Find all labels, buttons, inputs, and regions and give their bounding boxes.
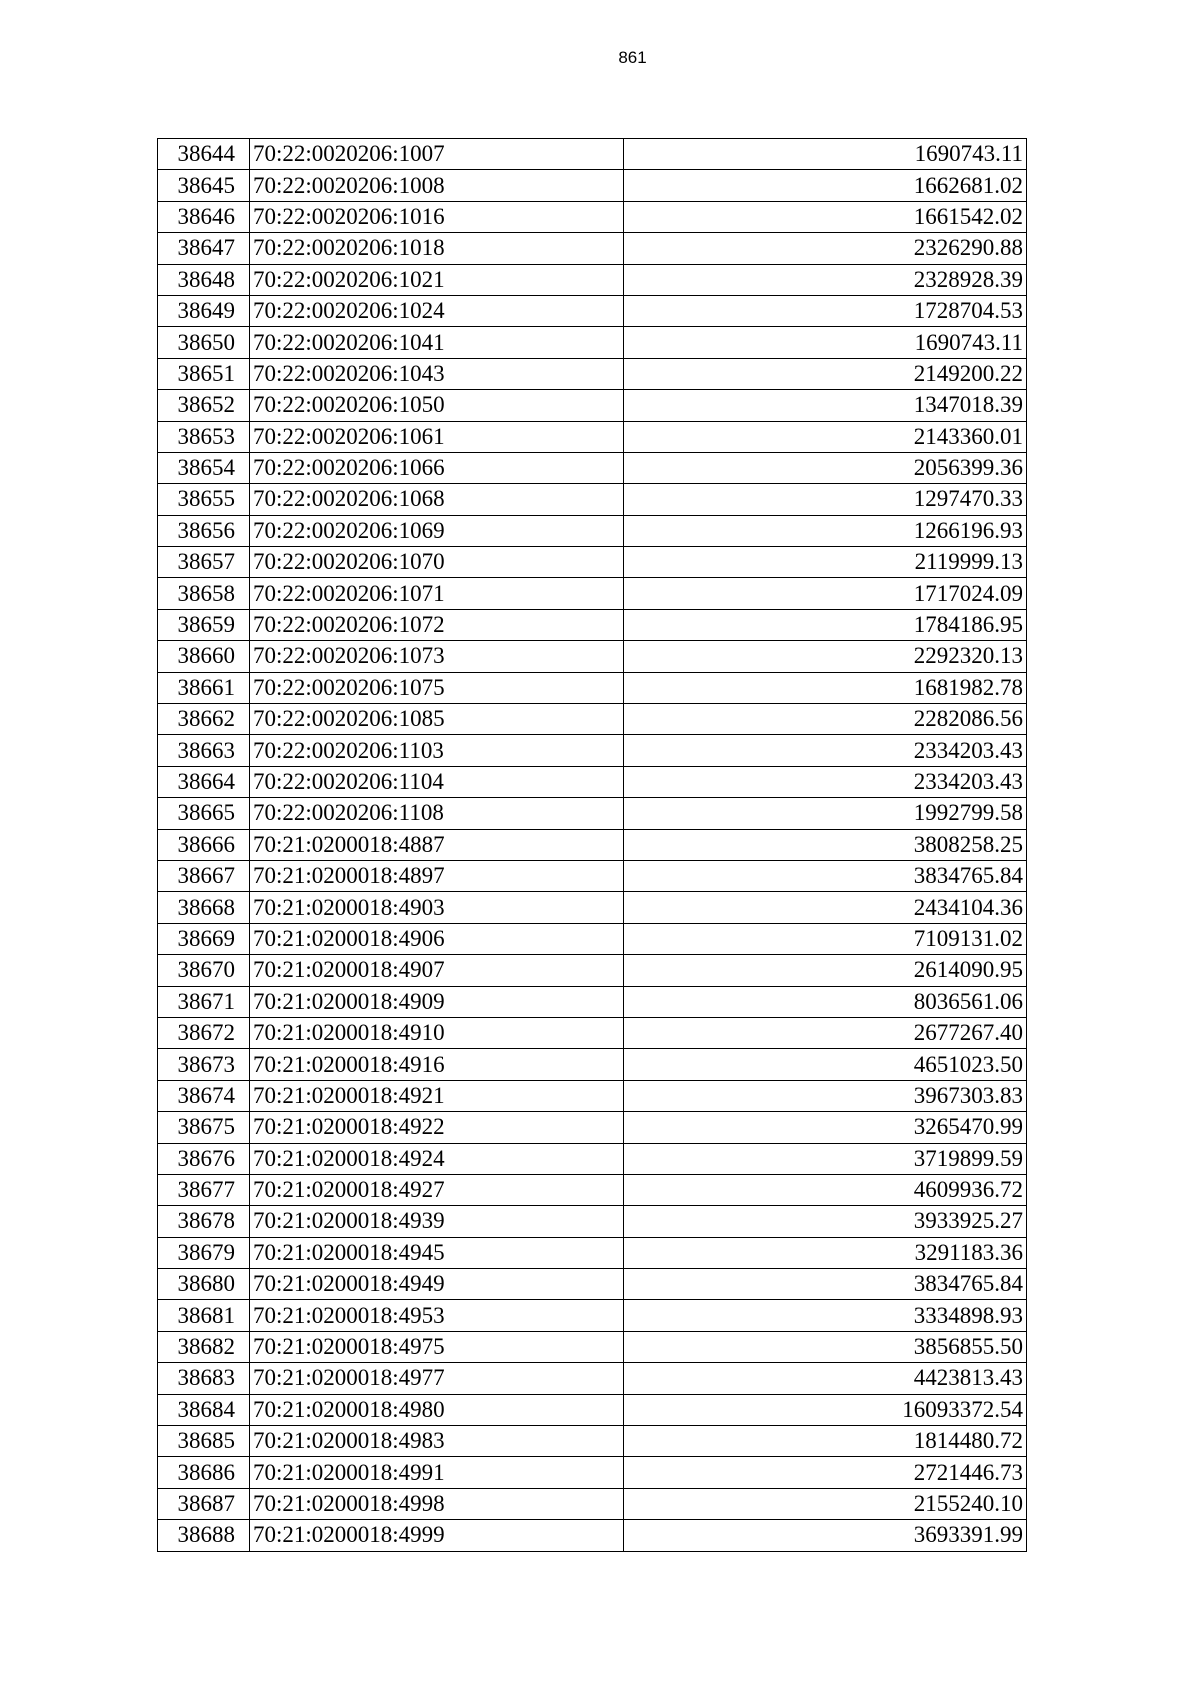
row-number-cell: 38652 bbox=[158, 390, 250, 421]
table-row bbox=[158, 327, 1027, 358]
cadastral-number-cell: 70:22:0020206:1050 bbox=[250, 390, 624, 421]
cadastral-number-cell: 70:22:0020206:1070 bbox=[250, 547, 624, 578]
table-row bbox=[158, 1237, 1027, 1268]
row-number-cell: 38684 bbox=[158, 1394, 250, 1425]
table-row bbox=[158, 264, 1027, 295]
value-cell: 2155240.10 bbox=[624, 1488, 1027, 1519]
cadastral-number-cell: 70:21:0200018:4903 bbox=[250, 892, 624, 923]
row-number-cell: 38679 bbox=[158, 1237, 250, 1268]
table-row bbox=[158, 641, 1027, 672]
table-row bbox=[158, 1080, 1027, 1111]
table-row bbox=[158, 1206, 1027, 1237]
table-row bbox=[158, 515, 1027, 546]
value-cell: 2056399.36 bbox=[624, 452, 1027, 483]
table-row bbox=[158, 295, 1027, 326]
row-number-cell: 38671 bbox=[158, 986, 250, 1017]
table-row bbox=[158, 986, 1027, 1017]
value-cell: 2326290.88 bbox=[624, 233, 1027, 264]
value-cell: 4609936.72 bbox=[624, 1174, 1027, 1205]
row-number-cell: 38644 bbox=[158, 139, 250, 170]
value-cell: 3834765.84 bbox=[624, 860, 1027, 891]
row-number-cell: 38672 bbox=[158, 1017, 250, 1048]
row-number-cell: 38673 bbox=[158, 1049, 250, 1080]
cadastral-number-cell: 70:21:0200018:4953 bbox=[250, 1300, 624, 1331]
value-cell: 4423813.43 bbox=[624, 1363, 1027, 1394]
cadastral-number-cell: 70:22:0020206:1016 bbox=[250, 201, 624, 232]
cadastral-number-cell: 70:22:0020206:1108 bbox=[250, 798, 624, 829]
cadastral-number-cell: 70:21:0200018:4916 bbox=[250, 1049, 624, 1080]
value-cell: 2292320.13 bbox=[624, 641, 1027, 672]
table-row bbox=[158, 1363, 1027, 1394]
row-number-cell: 38654 bbox=[158, 452, 250, 483]
value-cell: 3265470.99 bbox=[624, 1112, 1027, 1143]
table-row bbox=[158, 421, 1027, 452]
table-row bbox=[158, 955, 1027, 986]
table-row bbox=[158, 1300, 1027, 1331]
cadastral-number-cell: 70:22:0020206:1068 bbox=[250, 484, 624, 515]
row-number-cell: 38681 bbox=[158, 1300, 250, 1331]
cadastral-number-cell: 70:22:0020206:1007 bbox=[250, 139, 624, 170]
row-number-cell: 38676 bbox=[158, 1143, 250, 1174]
cadastral-number-cell: 70:22:0020206:1043 bbox=[250, 358, 624, 389]
cadastral-number-cell: 70:22:0020206:1061 bbox=[250, 421, 624, 452]
row-number-cell: 38674 bbox=[158, 1080, 250, 1111]
cadastral-number-cell: 70:22:0020206:1041 bbox=[250, 327, 624, 358]
row-number-cell: 38670 bbox=[158, 955, 250, 986]
row-number-cell: 38666 bbox=[158, 829, 250, 860]
value-cell: 4651023.50 bbox=[624, 1049, 1027, 1080]
value-cell: 1814480.72 bbox=[624, 1426, 1027, 1457]
value-cell: 1717024.09 bbox=[624, 578, 1027, 609]
cadastral-number-cell: 70:22:0020206:1018 bbox=[250, 233, 624, 264]
value-cell: 2282086.56 bbox=[624, 704, 1027, 735]
row-number-cell: 38669 bbox=[158, 923, 250, 954]
cadastral-number-cell: 70:22:0020206:1075 bbox=[250, 672, 624, 703]
row-number-cell: 38686 bbox=[158, 1457, 250, 1488]
row-number-cell: 38665 bbox=[158, 798, 250, 829]
table-row bbox=[158, 1426, 1027, 1457]
cadastral-number-cell: 70:21:0200018:4999 bbox=[250, 1520, 624, 1551]
cadastral-number-cell: 70:22:0020206:1008 bbox=[250, 170, 624, 201]
cadastral-number-cell: 70:21:0200018:4998 bbox=[250, 1488, 624, 1519]
value-cell: 1297470.33 bbox=[624, 484, 1027, 515]
table-row bbox=[158, 892, 1027, 923]
row-number-cell: 38678 bbox=[158, 1206, 250, 1237]
cadastral-number-cell: 70:21:0200018:4980 bbox=[250, 1394, 624, 1425]
table-row bbox=[158, 1520, 1027, 1551]
data-table bbox=[157, 138, 1027, 1552]
cadastral-number-cell: 70:21:0200018:4977 bbox=[250, 1363, 624, 1394]
value-cell: 1690743.11 bbox=[624, 139, 1027, 170]
cadastral-number-cell: 70:21:0200018:4910 bbox=[250, 1017, 624, 1048]
table-row bbox=[158, 201, 1027, 232]
value-cell: 2334203.43 bbox=[624, 735, 1027, 766]
table-row bbox=[158, 1331, 1027, 1362]
table-row bbox=[158, 829, 1027, 860]
cadastral-number-cell: 70:21:0200018:4939 bbox=[250, 1206, 624, 1237]
cadastral-number-cell: 70:22:0020206:1071 bbox=[250, 578, 624, 609]
cadastral-number-cell: 70:22:0020206:1021 bbox=[250, 264, 624, 295]
cadastral-number-cell: 70:22:0020206:1066 bbox=[250, 452, 624, 483]
row-number-cell: 38645 bbox=[158, 170, 250, 201]
value-cell: 3334898.93 bbox=[624, 1300, 1027, 1331]
row-number-cell: 38659 bbox=[158, 609, 250, 640]
cadastral-number-cell: 70:21:0200018:4921 bbox=[250, 1080, 624, 1111]
cadastral-number-cell: 70:21:0200018:4983 bbox=[250, 1426, 624, 1457]
table-row bbox=[158, 1174, 1027, 1205]
value-cell: 2328928.39 bbox=[624, 264, 1027, 295]
cadastral-number-cell: 70:22:0020206:1069 bbox=[250, 515, 624, 546]
row-number-cell: 38682 bbox=[158, 1331, 250, 1362]
cadastral-number-cell: 70:21:0200018:4887 bbox=[250, 829, 624, 860]
value-cell: 1992799.58 bbox=[624, 798, 1027, 829]
value-cell: 2119999.13 bbox=[624, 547, 1027, 578]
row-number-cell: 38688 bbox=[158, 1520, 250, 1551]
row-number-cell: 38664 bbox=[158, 766, 250, 797]
value-cell: 2149200.22 bbox=[624, 358, 1027, 389]
value-cell: 2614090.95 bbox=[624, 955, 1027, 986]
cadastral-number-cell: 70:22:0020206:1103 bbox=[250, 735, 624, 766]
cadastral-number-cell: 70:22:0020206:1073 bbox=[250, 641, 624, 672]
row-number-cell: 38685 bbox=[158, 1426, 250, 1457]
table-row bbox=[158, 735, 1027, 766]
row-number-cell: 38658 bbox=[158, 578, 250, 609]
value-cell: 1266196.93 bbox=[624, 515, 1027, 546]
row-number-cell: 38650 bbox=[158, 327, 250, 358]
table-row bbox=[158, 170, 1027, 201]
row-number-cell: 38655 bbox=[158, 484, 250, 515]
row-number-cell: 38661 bbox=[158, 672, 250, 703]
table-row bbox=[158, 1457, 1027, 1488]
table-row bbox=[158, 484, 1027, 515]
value-cell: 2334203.43 bbox=[624, 766, 1027, 797]
page-number: 861 bbox=[618, 48, 647, 67]
value-cell: 1662681.02 bbox=[624, 170, 1027, 201]
value-cell: 2434104.36 bbox=[624, 892, 1027, 923]
table-row bbox=[158, 704, 1027, 735]
table-row bbox=[158, 1017, 1027, 1048]
row-number-cell: 38660 bbox=[158, 641, 250, 672]
value-cell: 2677267.40 bbox=[624, 1017, 1027, 1048]
row-number-cell: 38675 bbox=[158, 1112, 250, 1143]
row-number-cell: 38649 bbox=[158, 295, 250, 326]
table-row bbox=[158, 452, 1027, 483]
table-row bbox=[158, 1394, 1027, 1425]
table-row bbox=[158, 139, 1027, 170]
row-number-cell: 38668 bbox=[158, 892, 250, 923]
cadastral-number-cell: 70:22:0020206:1024 bbox=[250, 295, 624, 326]
value-cell: 1784186.95 bbox=[624, 609, 1027, 640]
table-row bbox=[158, 1049, 1027, 1080]
row-number-cell: 38680 bbox=[158, 1269, 250, 1300]
table-row bbox=[158, 1488, 1027, 1519]
table-row bbox=[158, 547, 1027, 578]
value-cell: 3693391.99 bbox=[624, 1520, 1027, 1551]
row-number-cell: 38657 bbox=[158, 547, 250, 578]
value-cell: 3933925.27 bbox=[624, 1206, 1027, 1237]
value-cell: 3967303.83 bbox=[624, 1080, 1027, 1111]
table-row bbox=[158, 1112, 1027, 1143]
row-number-cell: 38667 bbox=[158, 860, 250, 891]
cadastral-number-cell: 70:21:0200018:4906 bbox=[250, 923, 624, 954]
table-row bbox=[158, 578, 1027, 609]
value-cell: 3856855.50 bbox=[624, 1331, 1027, 1362]
cadastral-number-cell: 70:22:0020206:1104 bbox=[250, 766, 624, 797]
value-cell: 3291183.36 bbox=[624, 1237, 1027, 1268]
row-number-cell: 38648 bbox=[158, 264, 250, 295]
cadastral-number-cell: 70:21:0200018:4991 bbox=[250, 1457, 624, 1488]
value-cell: 3719899.59 bbox=[624, 1143, 1027, 1174]
row-number-cell: 38646 bbox=[158, 201, 250, 232]
cadastral-number-cell: 70:21:0200018:4909 bbox=[250, 986, 624, 1017]
row-number-cell: 38656 bbox=[158, 515, 250, 546]
value-cell: 8036561.06 bbox=[624, 986, 1027, 1017]
cadastral-number-cell: 70:22:0020206:1072 bbox=[250, 609, 624, 640]
cadastral-number-cell: 70:21:0200018:4927 bbox=[250, 1174, 624, 1205]
row-number-cell: 38651 bbox=[158, 358, 250, 389]
row-number-cell: 38687 bbox=[158, 1488, 250, 1519]
row-number-cell: 38683 bbox=[158, 1363, 250, 1394]
table-row bbox=[158, 860, 1027, 891]
table-row bbox=[158, 390, 1027, 421]
value-cell: 16093372.54 bbox=[624, 1394, 1027, 1425]
value-cell: 1347018.39 bbox=[624, 390, 1027, 421]
table-row bbox=[158, 609, 1027, 640]
table-row bbox=[158, 766, 1027, 797]
value-cell: 3808258.25 bbox=[624, 829, 1027, 860]
value-cell: 2143360.01 bbox=[624, 421, 1027, 452]
row-number-cell: 38677 bbox=[158, 1174, 250, 1205]
row-number-cell: 38647 bbox=[158, 233, 250, 264]
cadastral-number-cell: 70:21:0200018:4975 bbox=[250, 1331, 624, 1362]
table-row bbox=[158, 798, 1027, 829]
value-cell: 7109131.02 bbox=[624, 923, 1027, 954]
cadastral-number-cell: 70:21:0200018:4949 bbox=[250, 1269, 624, 1300]
table-row bbox=[158, 1143, 1027, 1174]
row-number-cell: 38653 bbox=[158, 421, 250, 452]
value-cell: 1681982.78 bbox=[624, 672, 1027, 703]
table-body bbox=[158, 139, 1027, 1552]
row-number-cell: 38662 bbox=[158, 704, 250, 735]
table-row bbox=[158, 923, 1027, 954]
value-cell: 2721446.73 bbox=[624, 1457, 1027, 1488]
table-row bbox=[158, 1269, 1027, 1300]
table-row bbox=[158, 672, 1027, 703]
cadastral-number-cell: 70:21:0200018:4897 bbox=[250, 860, 624, 891]
cadastral-number-cell: 70:22:0020206:1085 bbox=[250, 704, 624, 735]
table-row bbox=[158, 233, 1027, 264]
cadastral-number-cell: 70:21:0200018:4907 bbox=[250, 955, 624, 986]
value-cell: 3834765.84 bbox=[624, 1269, 1027, 1300]
cadastral-number-cell: 70:21:0200018:4924 bbox=[250, 1143, 624, 1174]
cadastral-number-cell: 70:21:0200018:4945 bbox=[250, 1237, 624, 1268]
value-cell: 1661542.02 bbox=[624, 201, 1027, 232]
table-row bbox=[158, 358, 1027, 389]
row-number-cell: 38663 bbox=[158, 735, 250, 766]
value-cell: 1728704.53 bbox=[624, 295, 1027, 326]
cadastral-number-cell: 70:21:0200018:4922 bbox=[250, 1112, 624, 1143]
value-cell: 1690743.11 bbox=[624, 327, 1027, 358]
data-table-container bbox=[157, 138, 1027, 1552]
